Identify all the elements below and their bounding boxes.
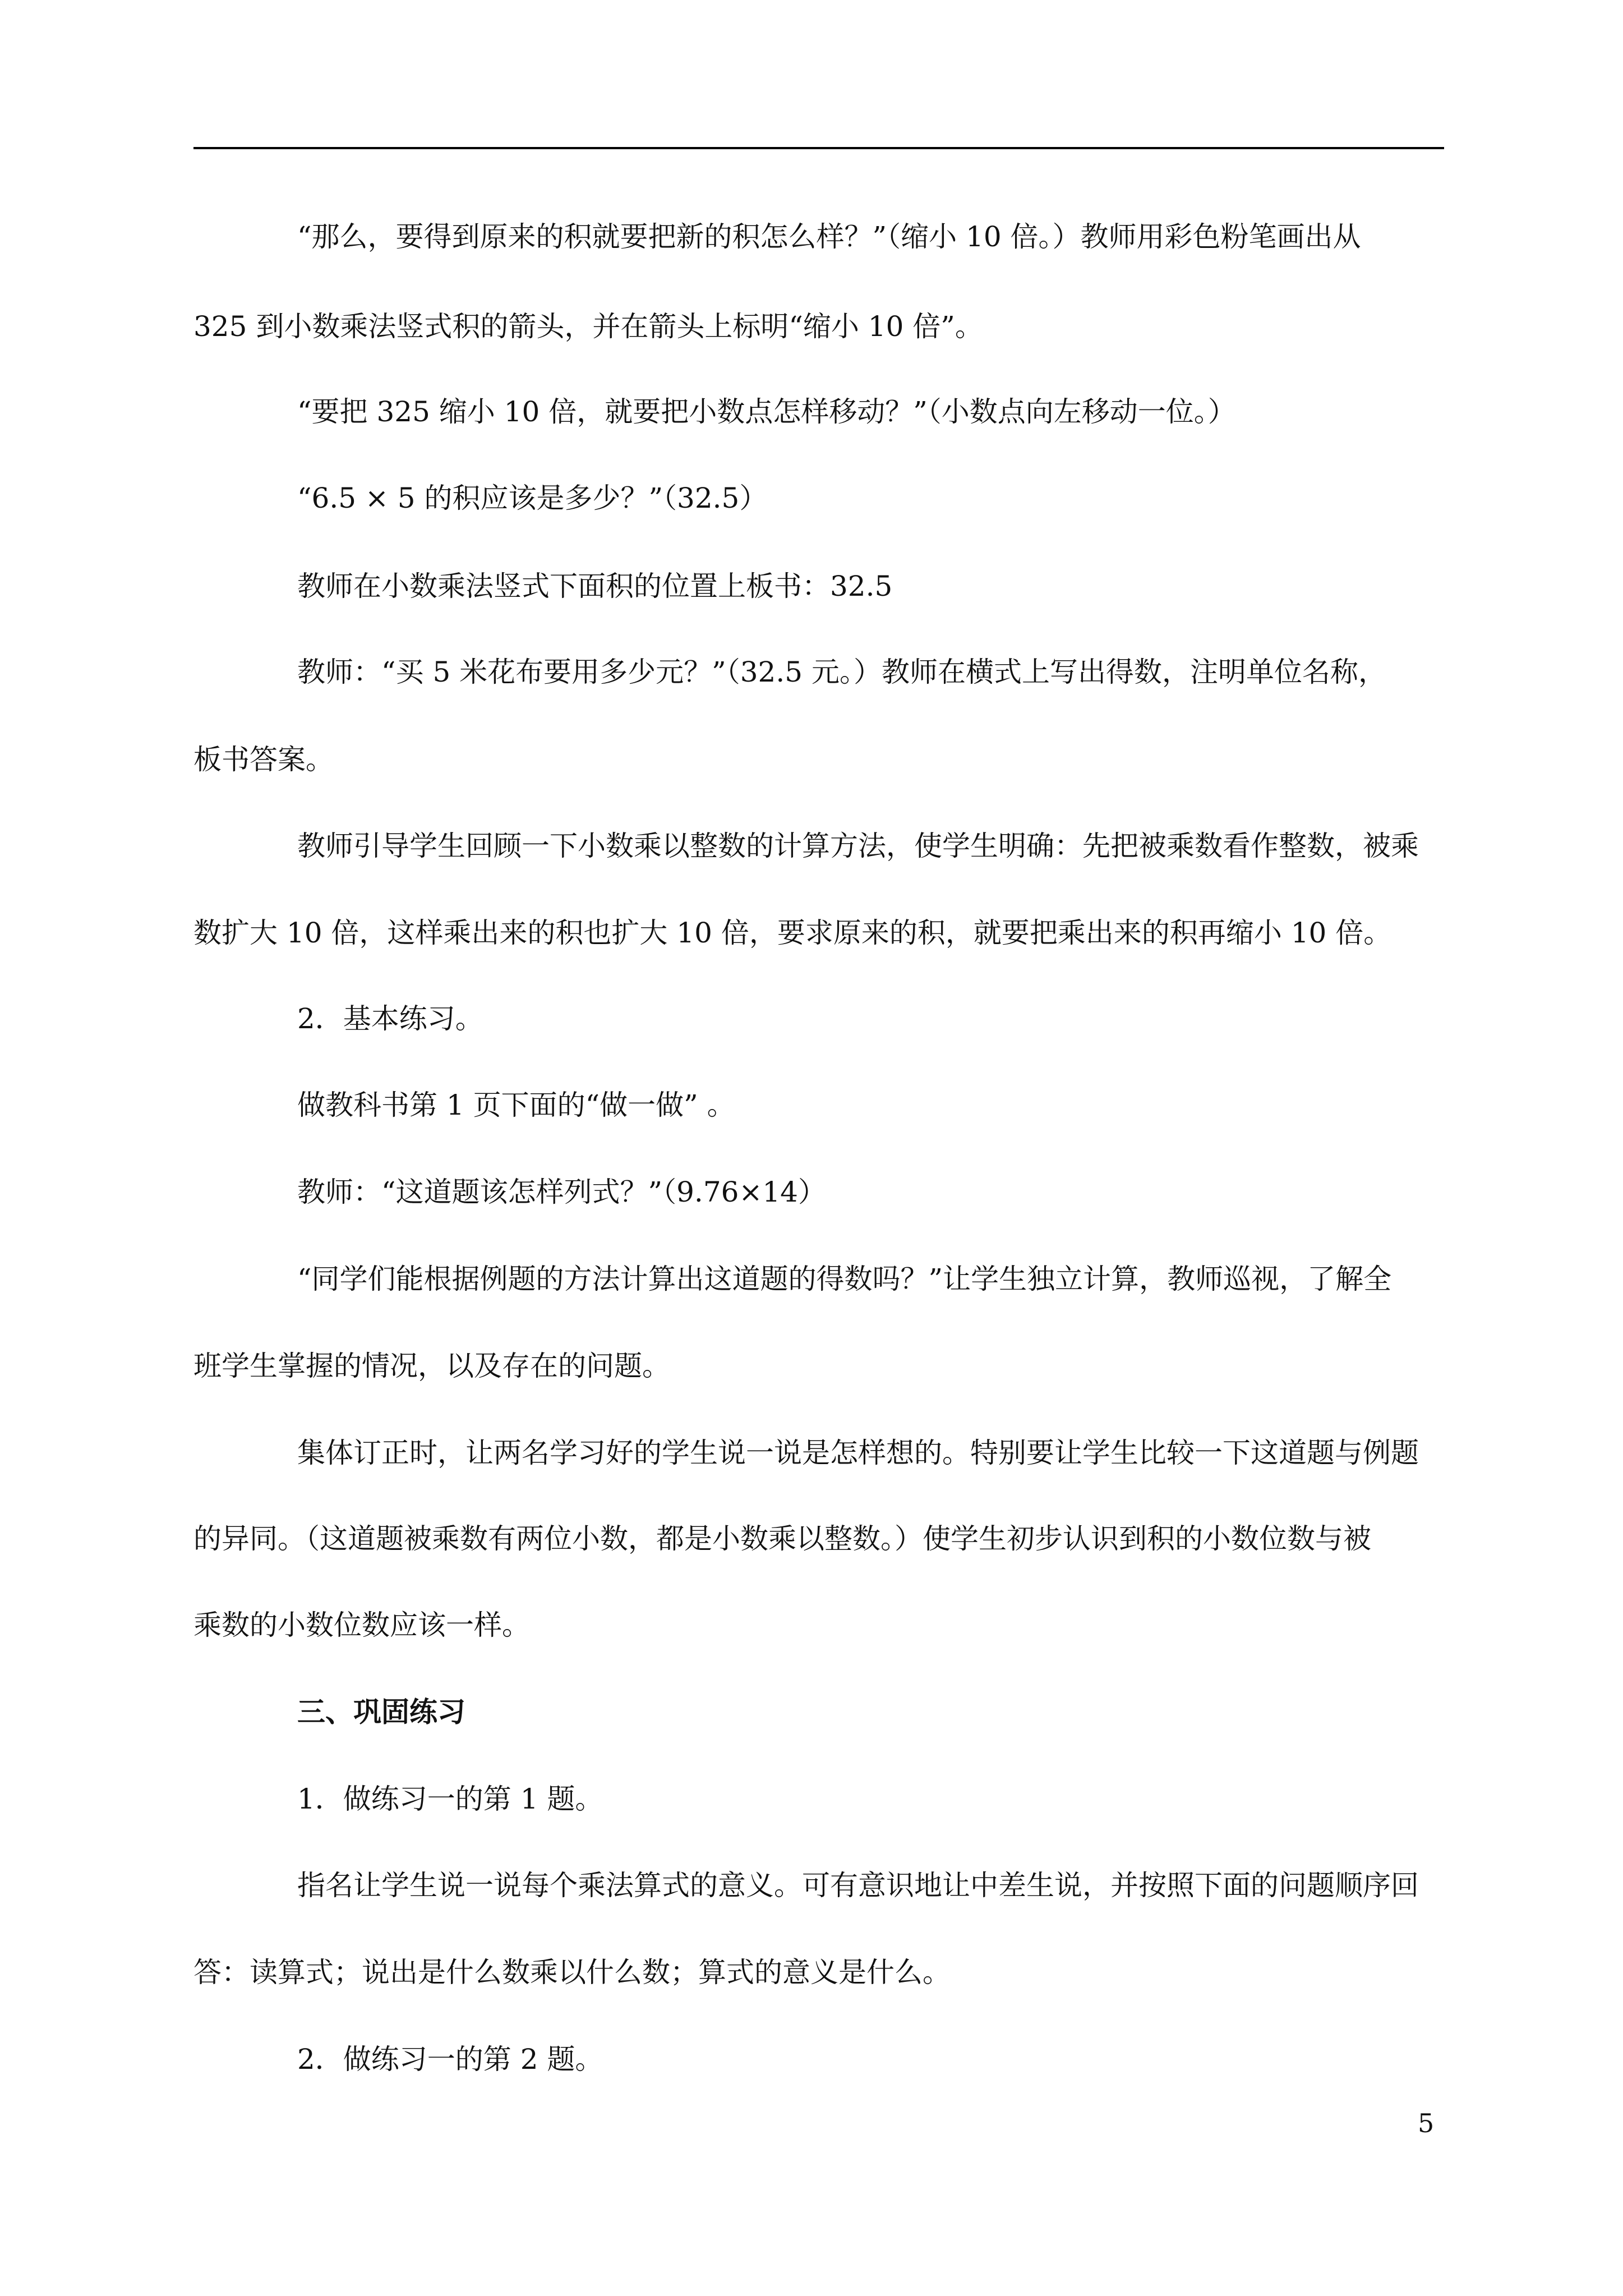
- paragraph-line: 集体订正时，让两名学习好的学生说一说是怎样想的。特别要让学生比较一下这道题与例题: [297, 1437, 1419, 1469]
- paragraph-line: 班学生掌握的情况，以及存在的问题。: [193, 1350, 670, 1382]
- paragraph-line: 做教科书第 1 页下面的“做一做” 。: [297, 1089, 735, 1121]
- paragraph-line: 教师在小数乘法竖式下面积的位置上板书：32.5: [297, 570, 893, 602]
- paragraph-line: “同学们能根据例题的方法计算出这道题的得数吗？”让学生独立计算，教师巡视，了解全: [297, 1263, 1392, 1295]
- paragraph-line: 教师引导学生回顾一下小数乘以整数的计算方法，使学生明确：先把被乘数看作整数，被乘: [297, 830, 1419, 862]
- paragraph-line: 板书答案。: [193, 743, 334, 776]
- paragraph-line: 的异同。（这道题被乘数有两位小数，都是小数乘以整数。）使学生初步认识到积的小数位数与被: [193, 1522, 1371, 1555]
- paragraph-line: 325 到小数乘法竖式积的箭头，并在箭头上标明“缩小 10 倍”。: [193, 310, 983, 343]
- page-number: 5: [1418, 2108, 1435, 2138]
- header-rule: [193, 147, 1444, 149]
- paragraph-line: “要把 325 缩小 10 倍，就要把小数点怎样移动？”（小数点向左移动一位。）: [297, 395, 1236, 428]
- paragraph-line: 1．做练习一的第 1 题。: [297, 1783, 603, 1815]
- paragraph-line: 2．做练习一的第 2 题。: [297, 2043, 603, 2076]
- paragraph-line: 2．基本练习。: [297, 1002, 483, 1035]
- paragraph-line: 教师：“这道题该怎样列式？”（9.76×14）: [297, 1176, 826, 1208]
- section-heading: 三、巩固练习: [297, 1695, 465, 1728]
- paragraph-line: 答：读算式；说出是什么数乘以什么数；算式的意义是什么。: [193, 1956, 951, 1989]
- paragraph-line: “6.5 × 5 的积应该是多少？”（32.5）: [297, 482, 768, 514]
- paragraph-line: 乘数的小数位数应该一样。: [193, 1609, 530, 1641]
- paragraph-line: “那么，要得到原来的积就要把新的积怎么样？”（缩小 10 倍。）教师用彩色粉笔画出从: [297, 220, 1361, 253]
- paragraph-line: 数扩大 10 倍，这样乘出来的积也扩大 10 倍，要求原来的积，就要把乘出来的积再缩小 10 倍。: [193, 917, 1392, 949]
- paragraph-line: 指名让学生说一说每个乘法算式的意义。可有意识地让中差生说，并按照下面的问题顺序回: [297, 1869, 1419, 1902]
- paragraph-line: 教师：“买 5 米花布要用多少元？”（32.5 元。）教师在横式上写出得数，注明单位名称，: [297, 656, 1386, 688]
